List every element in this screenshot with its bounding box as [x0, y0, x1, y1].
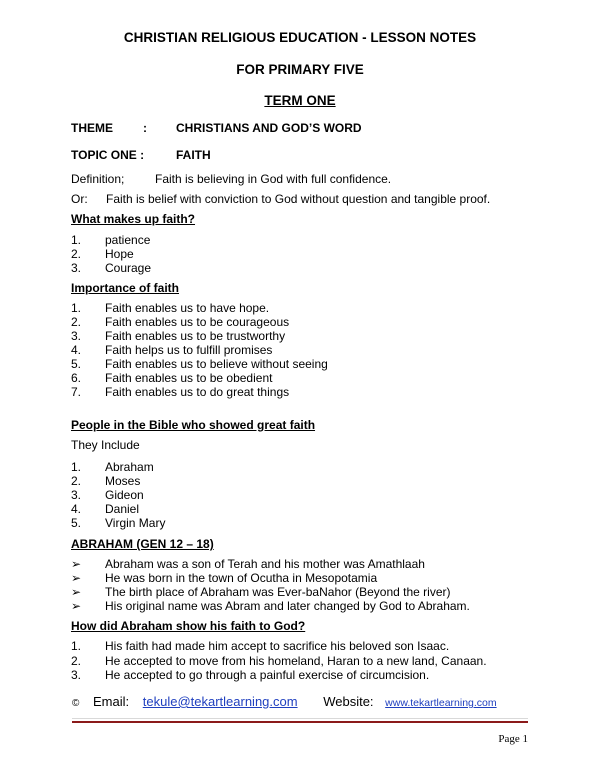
or-definition-text: Faith is belief with conviction to God without question and tangible proof. [106, 192, 491, 206]
theme-label: THEME [71, 121, 113, 135]
theme-colon: : [143, 121, 147, 135]
list-text: Hope [105, 247, 134, 261]
list-text: Abraham [105, 460, 154, 474]
list-text: Faith enables us to do great things [105, 385, 290, 399]
list-text: Courage [105, 261, 152, 275]
importance-heading: Importance of faith [71, 281, 180, 295]
arrow-bullet-icon: ➢ [71, 571, 82, 585]
list-text: patience [105, 233, 151, 247]
list-number: 3. [71, 329, 82, 343]
document-title: CHRISTIAN RELIGIOUS EDUCATION - LESSON NOTES [123, 30, 477, 45]
list-number: 2. [71, 315, 82, 329]
list-number: 3. [71, 488, 82, 502]
list-text: His original name was Abram and later changed by God to Abraham. [105, 599, 470, 613]
list-text: Faith enables us to believe without seeing [105, 357, 328, 371]
topic-value: FAITH [176, 148, 211, 162]
list-number: 4. [71, 343, 82, 357]
list-text: He accepted to move from his homeland, Haran to a new land, Canaan. [105, 654, 487, 668]
makes-up-heading: What makes up faith? [71, 212, 196, 226]
list-number: 2. [71, 247, 82, 261]
copyright-icon: © [72, 698, 80, 709]
list-number: 2. [71, 474, 82, 488]
footer-divider-light [72, 718, 528, 719]
footer-divider-accent [72, 721, 528, 723]
list-text: Abraham was a son of Terah and his mother was Amathlaah [105, 557, 425, 571]
email-link[interactable]: tekule@tekartlearning.com [142, 694, 298, 709]
list-text: He accepted to go through a painful exercise of circumcision. [105, 668, 430, 682]
definition-text: Faith is believing in God with full confidence. [155, 172, 392, 186]
email-label: Email: [93, 694, 130, 709]
people-heading: People in the Bible who showed great faith [71, 418, 316, 432]
list-text: Moses [105, 474, 141, 488]
list-number: 5. [71, 516, 82, 530]
list-text: The birth place of Abraham was Ever-baNahor (Beyond the river) [105, 585, 451, 599]
list-number: 2. [71, 654, 82, 668]
list-text: Faith enables us to be courageous [105, 315, 290, 329]
theme-value: CHRISTIANS AND GOD’S WORD [176, 121, 362, 135]
list-text: Faith enables us to be obedient [105, 371, 273, 385]
list-number: 1. [71, 233, 82, 247]
list-number: 1. [71, 460, 82, 474]
website-link[interactable]: www.tekartlearning.com [385, 697, 497, 709]
or-label: Or: [71, 192, 88, 206]
list-number: 7. [71, 385, 82, 399]
people-intro: They Include [71, 438, 140, 452]
arrow-bullet-icon: ➢ [71, 585, 82, 599]
list-text: Gideon [105, 488, 144, 502]
list-text: He was born in the town of Ocutha in Mesopotamia [105, 571, 378, 585]
document-subtitle: FOR PRIMARY FIVE [236, 62, 364, 77]
abraham-heading: ABRAHAM (GEN 12 – 18) [71, 537, 214, 551]
list-number: 3. [71, 261, 82, 275]
list-text: Virgin Mary [105, 516, 166, 530]
list-text: Faith enables us to have hope. [105, 301, 270, 315]
topic-label: TOPIC ONE : [71, 148, 145, 162]
arrow-bullet-icon: ➢ [71, 557, 82, 571]
show-faith-heading: How did Abraham show his faith to God? [71, 619, 306, 633]
list-number: 1. [71, 301, 82, 315]
contact-footer [72, 694, 497, 709]
list-text: Faith enables us to be trustworthy [105, 329, 286, 343]
list-number: 3. [71, 668, 82, 682]
page-number: Page 1 [498, 733, 528, 745]
list-text: Faith helps us to fulfill promises [105, 343, 273, 357]
list-text: Daniel [105, 502, 140, 516]
list-number: 5. [71, 357, 82, 371]
list-number: 1. [71, 639, 82, 653]
list-text: His faith had made him accept to sacrifice his beloved son Isaac. [105, 639, 450, 653]
definition-label: Definition; [71, 172, 125, 186]
list-number: 4. [71, 502, 82, 516]
arrow-bullet-icon: ➢ [71, 599, 82, 613]
list-number: 6. [71, 371, 82, 385]
website-label: Website: [323, 694, 374, 709]
term-heading: TERM ONE [264, 93, 336, 108]
